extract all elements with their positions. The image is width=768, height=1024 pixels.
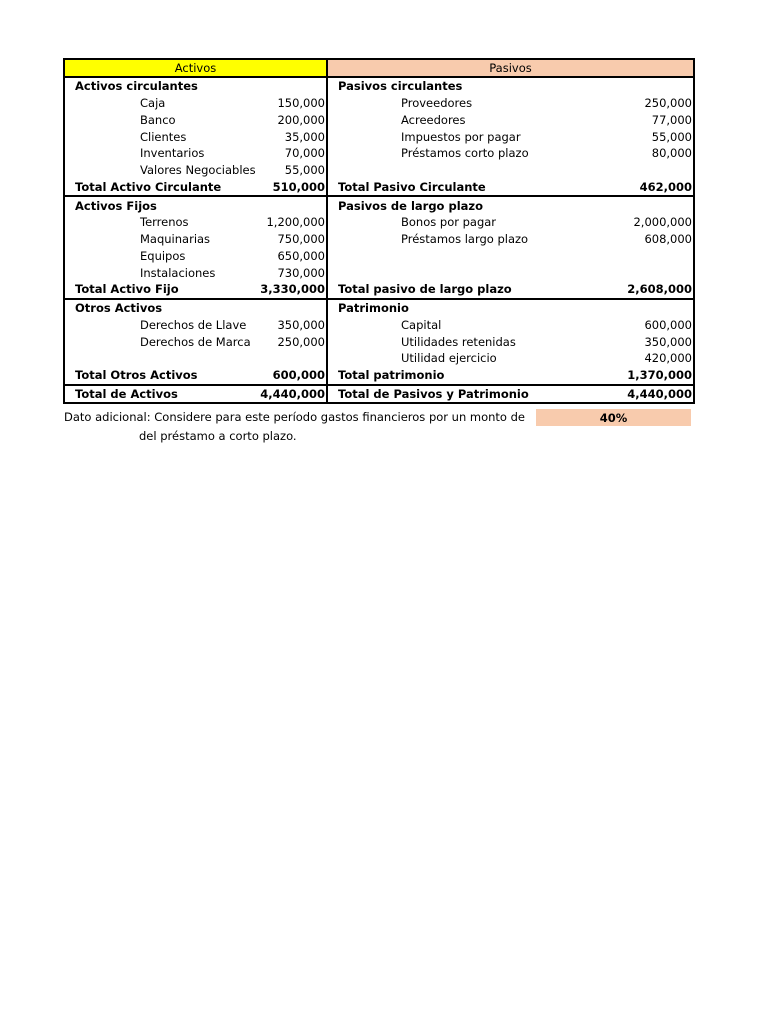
section-title: Otros Activos <box>75 301 163 316</box>
row-label: Banco <box>140 112 176 127</box>
table-row <box>328 333 693 350</box>
grand-total-row <box>65 384 693 403</box>
section-title: Activos Fijos <box>75 198 157 213</box>
section-total-value: 510,000 <box>272 179 325 194</box>
row-value: 730,000 <box>277 265 325 280</box>
section-title-row <box>65 197 326 214</box>
fijos-pasivos-column <box>328 197 693 298</box>
row-label: Derechos de Llave <box>140 317 247 332</box>
table-row <box>65 333 326 350</box>
header-pasivos: Pasivos <box>328 60 693 76</box>
section-total-row <box>328 281 693 298</box>
row-value: 600,000 <box>644 317 692 332</box>
row-value: 55,000 <box>651 129 692 144</box>
section-otros <box>65 298 693 384</box>
table-row <box>328 95 693 112</box>
row-label: Utilidad ejercicio <box>401 351 497 366</box>
otros-pasivos-column <box>328 300 693 384</box>
grand-total-activos-label: Total de Activos <box>75 386 178 401</box>
table-row <box>65 145 326 162</box>
table-row <box>65 317 326 334</box>
table-row <box>65 162 326 179</box>
table-row <box>65 95 326 112</box>
balance-sheet-table <box>63 58 695 404</box>
table-header <box>65 60 693 78</box>
section-total-value: 600,000 <box>272 368 325 383</box>
row-label: Clientes <box>140 129 187 144</box>
table-row <box>65 248 326 265</box>
table-row <box>328 248 693 265</box>
row-label: Instalaciones <box>140 265 216 280</box>
table-row <box>328 231 693 248</box>
table-row <box>328 112 693 129</box>
section-title-row <box>65 78 326 95</box>
row-value: 2,000,000 <box>633 215 692 230</box>
table-row <box>328 264 693 281</box>
table-row <box>65 231 326 248</box>
section-total-value: 3,330,000 <box>260 282 325 297</box>
row-value: 150,000 <box>277 96 325 111</box>
additional-note <box>63 409 691 449</box>
table-row <box>328 214 693 231</box>
row-value: 70,000 <box>284 146 325 161</box>
section-circulantes <box>65 78 693 195</box>
section-total-label: Total pasivo de largo plazo <box>338 282 512 297</box>
row-label: Inventarios <box>140 146 205 161</box>
table-row <box>328 128 693 145</box>
section-total-label: Total Activo Fijo <box>75 282 179 297</box>
row-label: Maquinarias <box>140 232 211 247</box>
section-total-value: 1,370,000 <box>627 368 692 383</box>
section-title-row <box>328 197 693 214</box>
section-total-value: 462,000 <box>639 179 692 194</box>
row-label: Caja <box>140 96 166 111</box>
row-label: Impuestos por pagar <box>401 129 521 144</box>
table-row <box>328 350 693 367</box>
section-total-value: 2,608,000 <box>627 282 692 297</box>
table-row <box>65 214 326 231</box>
row-value: 750,000 <box>277 232 325 247</box>
row-value: 250,000 <box>277 334 325 349</box>
header-activos: Activos <box>65 60 328 76</box>
grand-total-activos-value: 4,440,000 <box>260 386 325 401</box>
row-label: Bonos por pagar <box>401 215 497 230</box>
table-row <box>328 317 693 334</box>
row-value: 200,000 <box>277 112 325 127</box>
row-label: Capital <box>401 317 442 332</box>
row-value: 35,000 <box>284 129 325 144</box>
row-value: 350,000 <box>644 334 692 349</box>
section-title: Pasivos de largo plazo <box>338 198 483 213</box>
note-percent-cell[interactable]: 40% <box>536 409 691 426</box>
row-label: Préstamos corto plazo <box>401 146 529 161</box>
table-row <box>328 162 693 179</box>
row-value: 250,000 <box>644 96 692 111</box>
fijos-activos-column <box>65 197 328 298</box>
row-value: 420,000 <box>644 351 692 366</box>
section-total-label: Total patrimonio <box>338 368 445 383</box>
row-value: 1,200,000 <box>266 215 325 230</box>
section-title-row <box>328 300 693 317</box>
grand-total-pasivos <box>328 386 693 403</box>
grand-total-activos <box>65 386 328 403</box>
row-label: Préstamos largo plazo <box>401 232 529 247</box>
section-title-row <box>328 78 693 95</box>
section-title-row <box>65 300 326 317</box>
table-row <box>65 112 326 129</box>
row-value: 77,000 <box>651 112 692 127</box>
note-line-2: del préstamo a corto plazo. <box>139 429 297 443</box>
row-label: Derechos de Marca <box>140 334 251 349</box>
row-value: 80,000 <box>651 146 692 161</box>
section-title: Patrimonio <box>338 301 409 316</box>
row-value: 350,000 <box>277 317 325 332</box>
circulantes-activos-column <box>65 78 328 195</box>
circulantes-pasivos-column <box>328 78 693 195</box>
section-fijos <box>65 195 693 298</box>
section-total-row <box>328 367 693 384</box>
table-row <box>328 145 693 162</box>
section-total-label: Total Otros Activos <box>75 368 198 383</box>
section-total-row <box>65 281 326 298</box>
section-title: Pasivos circulantes <box>338 79 463 94</box>
row-value: 55,000 <box>284 163 325 178</box>
section-total-label: Total Pasivo Circulante <box>338 179 486 194</box>
section-title: Activos circulantes <box>75 79 198 94</box>
grand-total-pasivos-label: Total de Pasivos y Patrimonio <box>338 386 529 401</box>
grand-total-pasivos-value: 4,440,000 <box>627 386 692 401</box>
table-row <box>65 128 326 145</box>
note-line-1: Dato adicional: Considere para este período gastos financieros por un monto de <box>64 410 525 424</box>
row-label: Valores Negociables <box>140 163 256 178</box>
table-row <box>65 350 326 367</box>
table-body <box>65 78 693 384</box>
section-total-row <box>328 179 693 196</box>
section-total-row <box>65 367 326 384</box>
row-label: Acreedores <box>401 112 466 127</box>
row-label: Utilidades retenidas <box>401 334 516 349</box>
row-label: Terrenos <box>140 215 189 230</box>
table-row <box>65 264 326 281</box>
section-total-label: Total Activo Circulante <box>75 179 222 194</box>
row-label: Proveedores <box>401 96 473 111</box>
section-total-row <box>65 179 326 196</box>
row-value: 608,000 <box>644 232 692 247</box>
row-value: 650,000 <box>277 248 325 263</box>
row-label: Equipos <box>140 248 186 263</box>
otros-activos-column <box>65 300 328 384</box>
